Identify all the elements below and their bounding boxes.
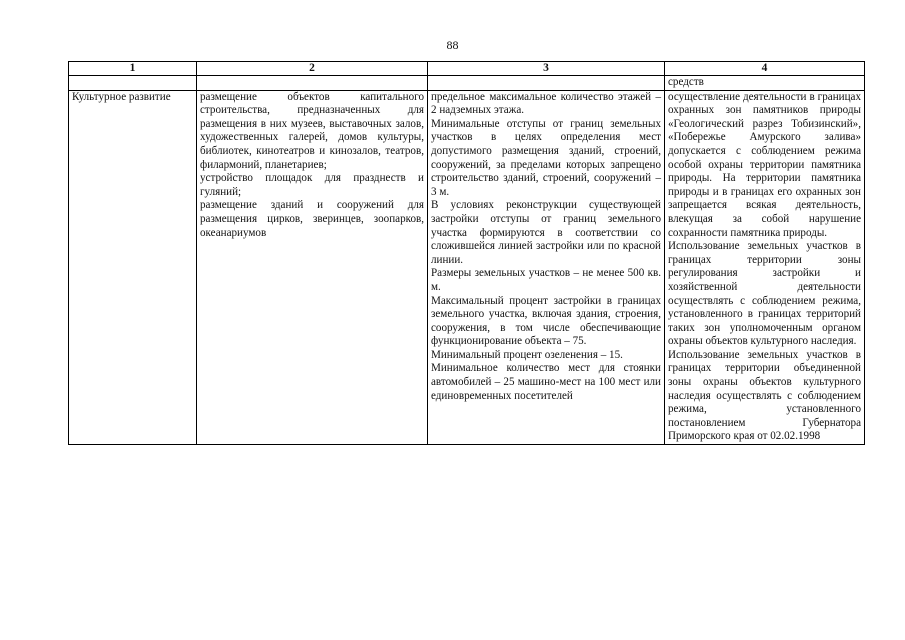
restriction-paragraph: осуществление деятельности в границах охранных зон памятников природы «Геологический разрез Тобизинский», «Побережье Амурского залива» допускается с соблюдением режима особой охраны территории памятника природы. На территории памятника природы и в границах его охранных зон запрещается всякая деятельность, влекущая за собой нарушение сохранности памятника природы. <box>668 90 861 239</box>
continuation-row <box>69 76 865 91</box>
permitted-use-paragraph: размещение объектов капитального строительства, предназначенных для размещения в них музеев, выставочных залов, художественных галерей, домов культуры, библиотек, кинотеатров и кинозалов, театров, филармоний, планетариев; <box>200 90 424 171</box>
permitted-use-paragraph: размещение зданий и сооружений для размещения цирков, зверинцев, зоопарков, океанариумов <box>200 199 424 239</box>
restriction-paragraph: Использование земельных участков в границах территории зоны регулирования застройки и хозяйственной деятельности осуществлять с соблюдением режима, установленного в границах территорий таких зон уполномоченным органом охраны объектов культурного наследия. <box>668 240 861 348</box>
column-number-1: 1 <box>69 62 197 76</box>
restrictions-cell <box>665 90 865 444</box>
construction-parameters-cell <box>428 90 665 444</box>
zoning-table <box>68 61 865 445</box>
land-use-type: Культурное развитие <box>72 90 171 103</box>
land-use-type-cell <box>69 90 197 444</box>
continuation-text: средств <box>668 76 704 88</box>
parameter-paragraph: Максимальный процент застройки в границах земельного участка, включая здания, строения, сооружения, в том числе обеспечивающие функционирование объекта – 75. <box>431 294 661 348</box>
parameter-paragraph: Минимальное количество мест для стоянки автомобилей – 25 машино-мест на 100 мест или единовременных посетителей <box>431 362 661 402</box>
column-number-4: 4 <box>665 62 865 76</box>
continuation-cell-4 <box>665 76 865 91</box>
column-number-3: 3 <box>428 62 665 76</box>
parameter-paragraph: Размеры земельных участков – не менее 500 кв. м. <box>431 267 661 293</box>
permitted-use-description-cell <box>197 90 428 444</box>
parameter-paragraph: Минимальные отступы от границ земельных участков в целях определения мест допустимого размещения зданий, строений, сооружений, за пределами которых запрещено строительство зданий, строений, сооружений – 3 м. <box>431 117 661 198</box>
column-number-row <box>69 62 865 76</box>
continuation-cell-1 <box>69 76 197 91</box>
parameter-paragraph: В условиях реконструкции существующей застройки отступы от границ земельного участка формируются в соответствии со сложившейся линией застройки или по красной линии. <box>431 199 661 266</box>
parameter-paragraph: предельное максимальное количество этажей – 2 надземных этажа. <box>431 90 661 117</box>
parameter-paragraph: Минимальный процент озеленения – 15. <box>431 348 623 361</box>
table-row <box>69 90 865 444</box>
column-number-2: 2 <box>197 62 428 76</box>
continuation-cell-3 <box>428 76 665 91</box>
continuation-cell-2 <box>197 76 428 91</box>
permitted-use-paragraph: устройство площадок для празднеств и гуляний; <box>200 172 424 198</box>
restriction-paragraph: Использование земельных участков в границах территории объединенной зоны охраны объектов культурного наследия осуществлять с соблюдением режима, установленного постановлением Губернатора Приморского края от 02.02.1998 <box>668 348 861 443</box>
page-number: 88 <box>446 38 459 52</box>
